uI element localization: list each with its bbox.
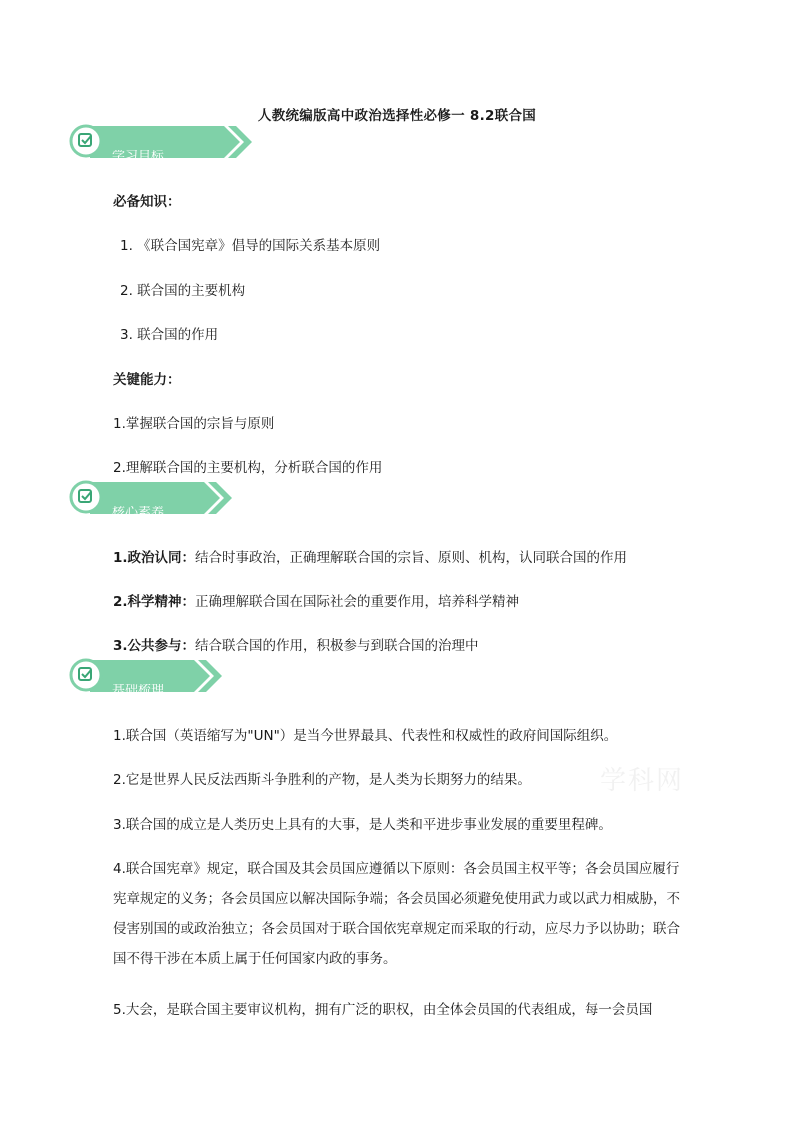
literacy-label: 2.科学精神： — [113, 594, 196, 610]
literacy-text: 结合联合国的作用，积极参与到联合国的治理中 — [195, 638, 479, 654]
literacy-label: 1.政治认同： — [113, 550, 196, 566]
ability-item: 1.掌握联合国的宗旨与原则 — [113, 416, 275, 432]
literacy-item — [113, 592, 519, 612]
basic-item: 2.它是世界人民反法西斯斗争胜利的产物，是人类为长期努力的结果。 — [113, 772, 531, 788]
knowledge-item: 3. 联合国的作用 — [120, 327, 219, 343]
knowledge-item: 2. 联合国的主要机构 — [120, 283, 246, 299]
literacy-text: 正确理解联合国在国际社会的重要作用，培养科学精神 — [195, 594, 520, 610]
basic-item: 3.联合国的成立是人类历史上具有的大事，是人类和平进步事业发展的重要里程碑。 — [113, 817, 612, 833]
basic-item: 5.大会，是联合国主要审议机构，拥有广泛的职权，由全体会员国的代表组成，每一会员国 — [113, 1002, 653, 1018]
section-banner-core — [64, 480, 254, 520]
ability-heading: 关键能力： — [113, 372, 181, 388]
basic-item: 4.联合国宪章》规定，联合国及其会员国应遵循以下原则：各会员国主权平等；各会员国应履行宪章规定的义务；各会员国应以解决国际争端；各会员国必须避免使用武力或以武力相威胁，不侵害别国的或政治独立；各会员国对于联合国依宪章规定而采取的行动，应尽力予以协助；联合国不得干涉在本质上属于任何国家内政的事务。 — [113, 861, 680, 967]
literacy-item — [113, 548, 627, 568]
banner-label: 学习目标 — [112, 150, 165, 162]
section-banner-basic — [64, 658, 254, 698]
knowledge-item: 1. 《联合国宪章》倡导的国际关系基本原则 — [120, 238, 381, 254]
watermark: 学科网 — [600, 766, 685, 796]
knowledge-heading: 必备知识： — [113, 194, 181, 210]
banner-label: 核心素养 — [112, 506, 165, 518]
banner-label: 基础梳理 — [112, 684, 165, 696]
literacy-text: 结合时事政治，正确理解联合国的宗旨、原则、机构，认同联合国的作用 — [195, 550, 628, 566]
page-title: 人教统编版高中政治选择性必修一 8.2联合国 — [257, 108, 537, 124]
basic-item: 1.联合国（英语缩写为"UN"）是当今世界最具、代表性和权威性的政府间国际组织。 — [113, 728, 618, 744]
ability-item: 2.理解联合国的主要机构，分析联合国的作用 — [113, 460, 383, 476]
literacy-item — [113, 636, 479, 656]
section-banner-goals — [64, 124, 254, 164]
basic-item-paragraph — [113, 854, 683, 974]
literacy-label: 3.公共参与： — [113, 638, 196, 654]
